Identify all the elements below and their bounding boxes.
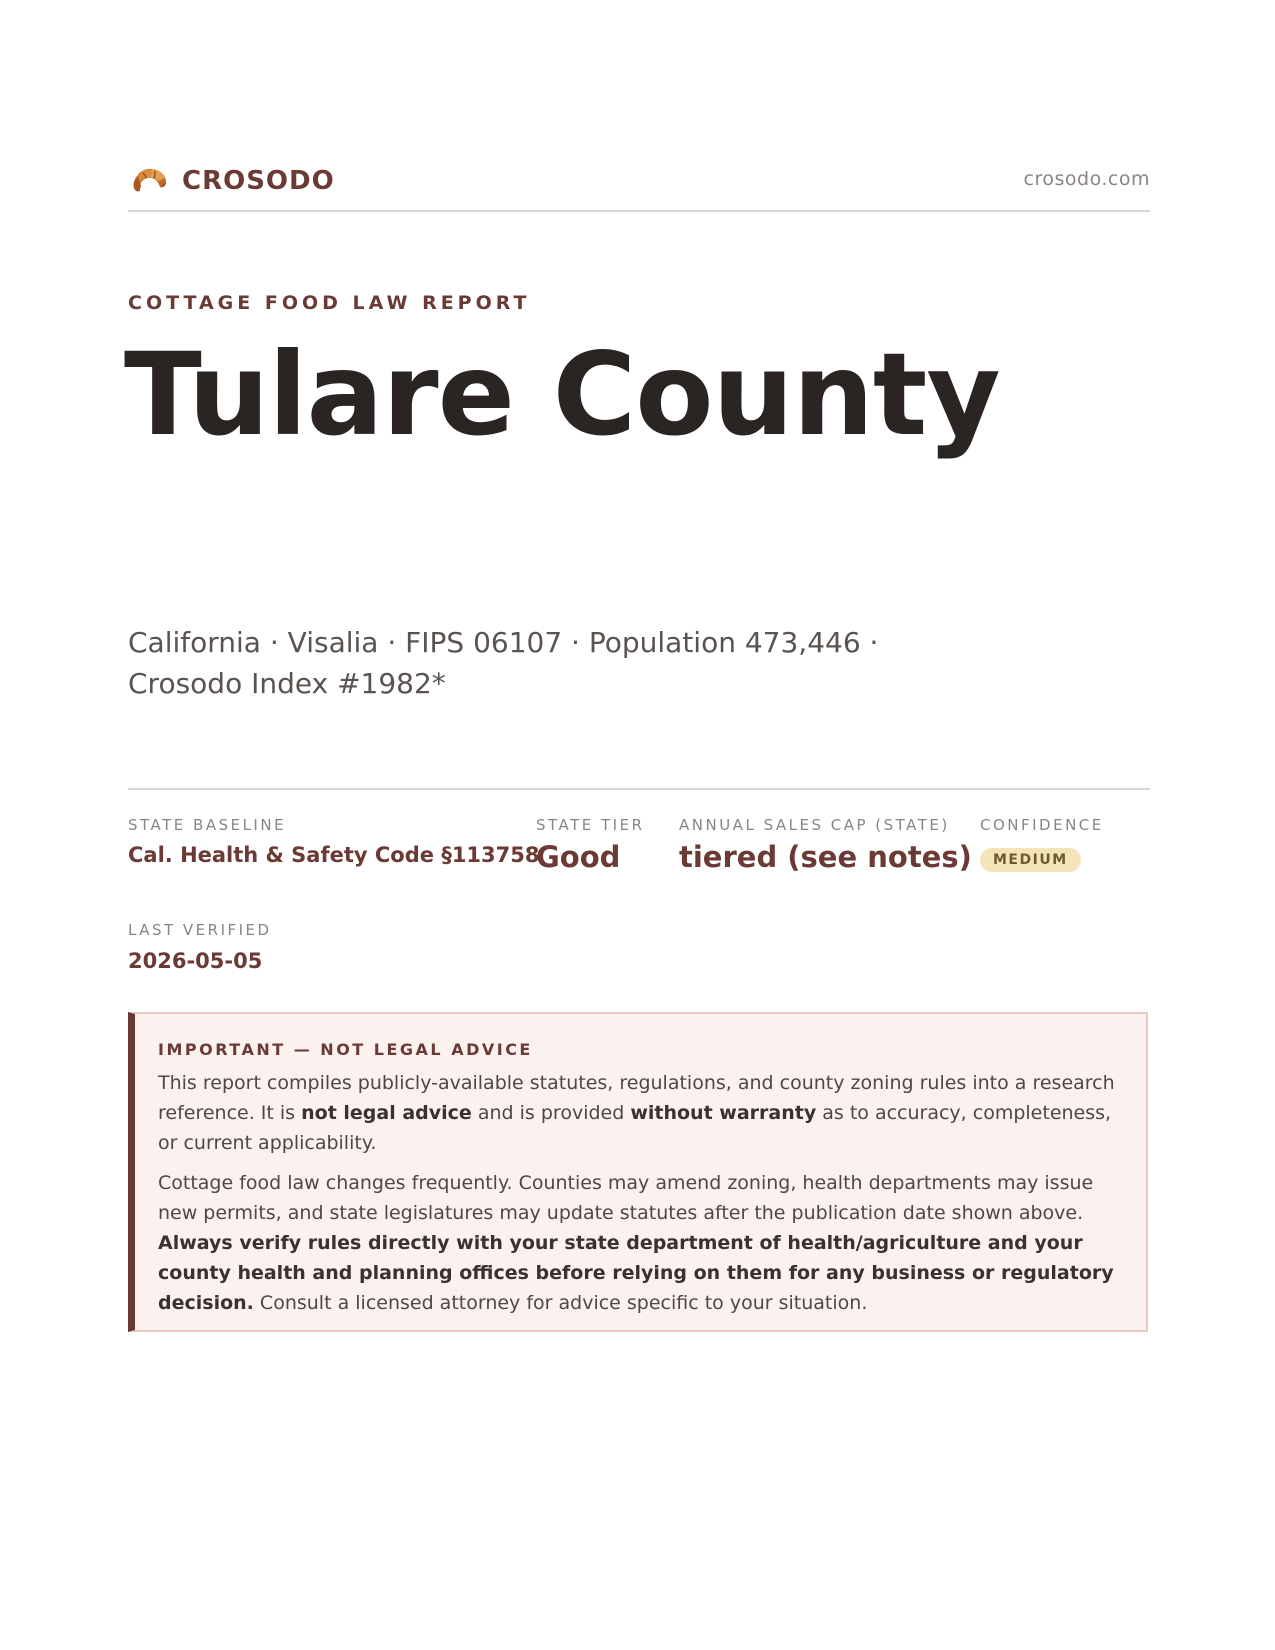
notice-paragraph-1: [158, 1068, 1118, 1158]
notice-text: and is provided: [471, 1102, 631, 1124]
fact-state-tier: [536, 816, 645, 874]
fact-value: Good: [536, 840, 621, 874]
notice-text: Cottage food law changes frequently. Counties may amend zoning, health departments may issue new permits, and state legislatures may update statutes after the publication date shown above.: [158, 1172, 1094, 1224]
fact-label: CONFIDENCE: [980, 816, 1104, 834]
brand-name: CROSODO: [182, 166, 335, 196]
fact-label: LAST VERIFIED: [128, 921, 272, 939]
fact-label: STATE BASELINE: [128, 816, 287, 834]
notice-text: as to accuracy, completeness, or current applicability.: [158, 1102, 1112, 1154]
fact-last-verified: [128, 921, 272, 973]
notice-text: This report compiles publicly-available statutes, regulations, and county zoning rules into a research reference. It is: [158, 1072, 1115, 1124]
brand[interactable]: [128, 162, 335, 200]
confidence-badge: MEDIUM: [980, 848, 1081, 872]
report-kicker: COTTAGE FOOD LAW REPORT: [128, 292, 531, 314]
notice-emphasis: Always verify rules directly with your state department of health/agriculture and your county health and planning offices before relying on them for any business or regulatory decision.: [158, 1232, 1114, 1314]
fact-label: ANNUAL SALES CAP (STATE): [679, 816, 950, 834]
notice-paragraph-2: [158, 1168, 1118, 1318]
notice-text: Consult a licensed attorney for advice specific to your situation.: [253, 1292, 868, 1314]
notice-emphasis: without warranty: [630, 1102, 817, 1124]
notice-emphasis: not legal advice: [301, 1102, 472, 1124]
notice-body: [158, 1068, 1118, 1328]
section-divider: [128, 788, 1150, 790]
notice-heading: IMPORTANT — NOT LEGAL ADVICE: [158, 1040, 533, 1059]
fact-value: tiered (see notes): [679, 840, 972, 874]
fact-sales-cap: [679, 816, 972, 874]
fact-value: Cal. Health & Safety Code §113758: [128, 843, 540, 867]
legal-notice: [128, 1012, 1148, 1332]
page-title: Tulare County: [124, 328, 1000, 461]
fact-confidence: [980, 816, 1104, 872]
county-summary: California · Visalia · FIPS 06107 · Population 473,446 · Crosodo Index #1982*: [128, 626, 879, 700]
fact-state-baseline: [128, 816, 540, 867]
header-bar: [128, 158, 1150, 212]
fact-value: 2026-05-05: [128, 949, 263, 973]
croissant-icon: [128, 162, 170, 200]
fact-label: STATE TIER: [536, 816, 645, 834]
site-link[interactable]: crosodo.com: [1023, 168, 1150, 190]
